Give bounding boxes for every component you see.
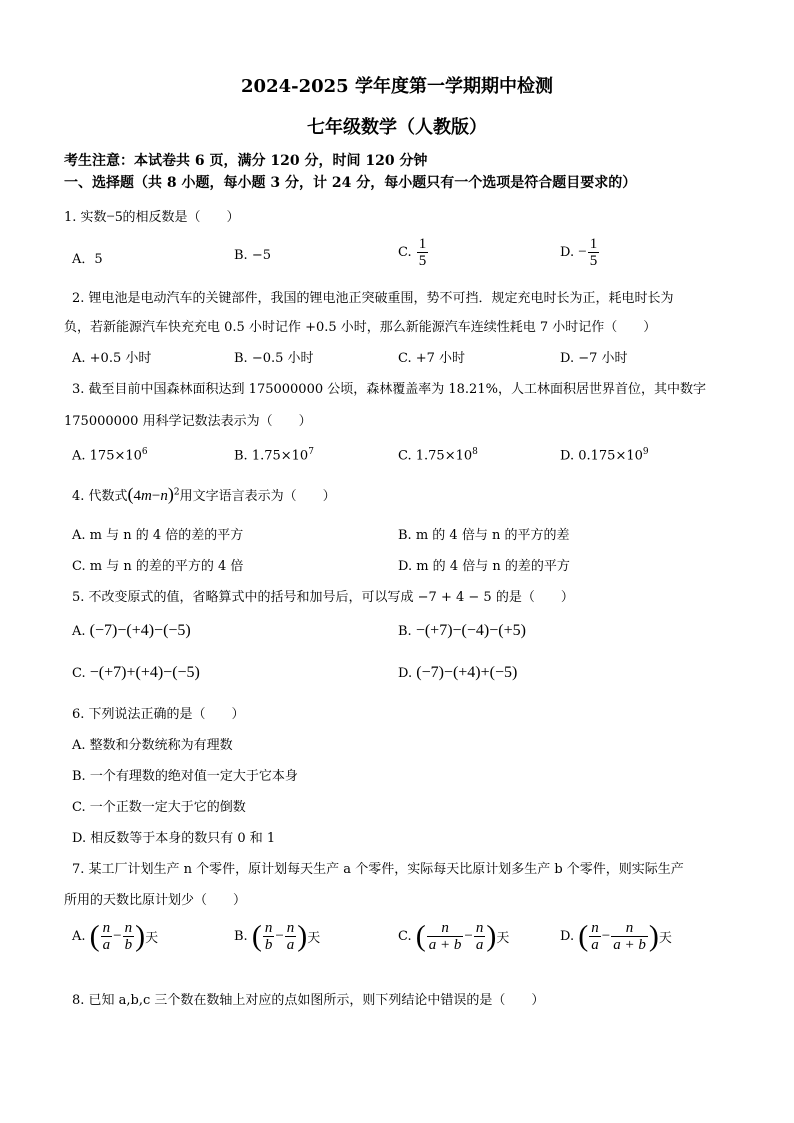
question-3-line-2: 175000000 用科学记数法表示为（ ） — [64, 414, 312, 429]
question-5-option-a: A. (−7)−(+4)−(−5) — [72, 622, 191, 639]
question-1-option-b: B. −5 — [234, 248, 271, 263]
question-2-option-b: B. −0.5 小时 — [234, 351, 314, 366]
question-2-line-2: 负，若新能源汽车快充充电 0.5 小时记作 +0.5 小时，那么新能源汽车连续性耗电 7 小时记作（ ） — [64, 320, 657, 335]
question-3-option-c: C. $1.75\times 10^8$ — [398, 447, 478, 464]
question-1-option-c: C. $\frac{1}{5}$ — [398, 236, 427, 269]
question-7-option-d: D. ( $\frac{n}{a}$ − $\frac{n}{a + b}$ )天 — [560, 919, 672, 953]
question-6-option-c: C. 一个正数一定大于它的倒数 — [72, 800, 246, 815]
question-6-stem: 6. 下列说法正确的是（ ） — [72, 707, 245, 722]
question-3-line-1: 3. 截至目前中国森林面积达到 175000000 公顷，森林覆盖率为 18.21%，人工林面积居世界首位，其中数字 — [72, 382, 706, 397]
question-2-option-c: C. +7 小时 — [398, 351, 466, 366]
question-8-stem: 8. 已知 a,b,c 三个数在数轴上对应的点如图所示，则下列结论中错误的是（ ） — [72, 993, 545, 1008]
question-3-option-b: B. $1.75\times 10^7$ — [234, 447, 314, 464]
question-5-option-d: D. (−7)−(+4)+(−5) — [398, 664, 518, 681]
question-3-option-a: A. $175\times 10^6$ — [72, 447, 148, 464]
question-5-stem: 5. 不改变原式的值，省略算式中的括号和加号后，可以写成 −7 + 4 − 5 的是（ ） — [72, 590, 574, 605]
question-7-option-a: A. ( $\frac{n}{a}$ − $\frac{n}{b}$ )天 — [72, 919, 159, 953]
question-1-option-a: A．5 — [72, 252, 103, 267]
section-heading: 一、选择题（共 8 小题，每小题 3 分，计 24 分，每小题只有一个选项是符合题目要求的） — [64, 175, 637, 191]
question-7-option-b: B. ( $\frac{n}{b}$ − $\frac{n}{a}$ )天 — [234, 919, 321, 953]
exam-notice: 考生注意：本试卷共 6 页，满分 120 分，时间 120 分钟 — [64, 153, 428, 169]
question-1-option-d: D. − $\frac{1}{5}$ — [560, 236, 598, 269]
question-6-option-a: A. 整数和分数统称为有理数 — [72, 738, 233, 753]
question-4-option-d: D. m 的 4 倍与 n 的差的平方 — [398, 559, 570, 574]
question-4-option-c: C. m 与 n 的差的平方的 4 倍 — [72, 559, 244, 574]
question-2-option-d: D. −7 小时 — [560, 351, 628, 366]
question-7-line-2: 所用的天数比原计划少（ ） — [64, 893, 247, 908]
question-6-option-d: D. 相反数等于本身的数只有 0 和 1 — [72, 831, 276, 846]
question-4-option-b: B. m 的 4 倍与 n 的平方的差 — [398, 528, 570, 543]
question-7-line-1: 7. 某工厂计划生产 n 个零件，原计划每天生产 a 个零件，实际每天比原计划多生产 b 个零件，则实际生产 — [72, 862, 684, 877]
question-5-option-c: C. −(+7)+(+4)−(−5) — [72, 664, 200, 681]
question-4-option-a: A. m 与 n 的 4 倍的差的平方 — [72, 528, 244, 543]
question-2-option-a: A. +0.5 小时 — [72, 351, 152, 366]
question-3-option-d: D. $0.175\times 10^9$ — [560, 447, 649, 464]
question-6-option-b: B. 一个有理数的绝对值一定大于它本身 — [72, 769, 298, 784]
question-1-stem: 1. 实数−5的相反数是（ ） — [64, 209, 240, 225]
question-2-line-1: 2. 锂电池是电动汽车的关键部件，我国的锂电池正突破重围，势不可挡．规定充电时长为正，耗电时长为 — [72, 291, 674, 306]
question-4-stem: 4. 代数式$(4m-n)^2$用文字语言表示为（ ） — [72, 484, 336, 504]
exam-subtitle: 七年级数学（人教版） — [307, 117, 487, 138]
question-5-option-b: B. −(+7)−(−4)−(+5) — [398, 622, 526, 639]
exam-title: 2024-2025 学年度第一学期期中检测 — [241, 76, 553, 97]
question-7-option-c: C. ( $\frac{n}{a + b}$ − $\frac{n}{a}$ )天 — [398, 919, 510, 953]
